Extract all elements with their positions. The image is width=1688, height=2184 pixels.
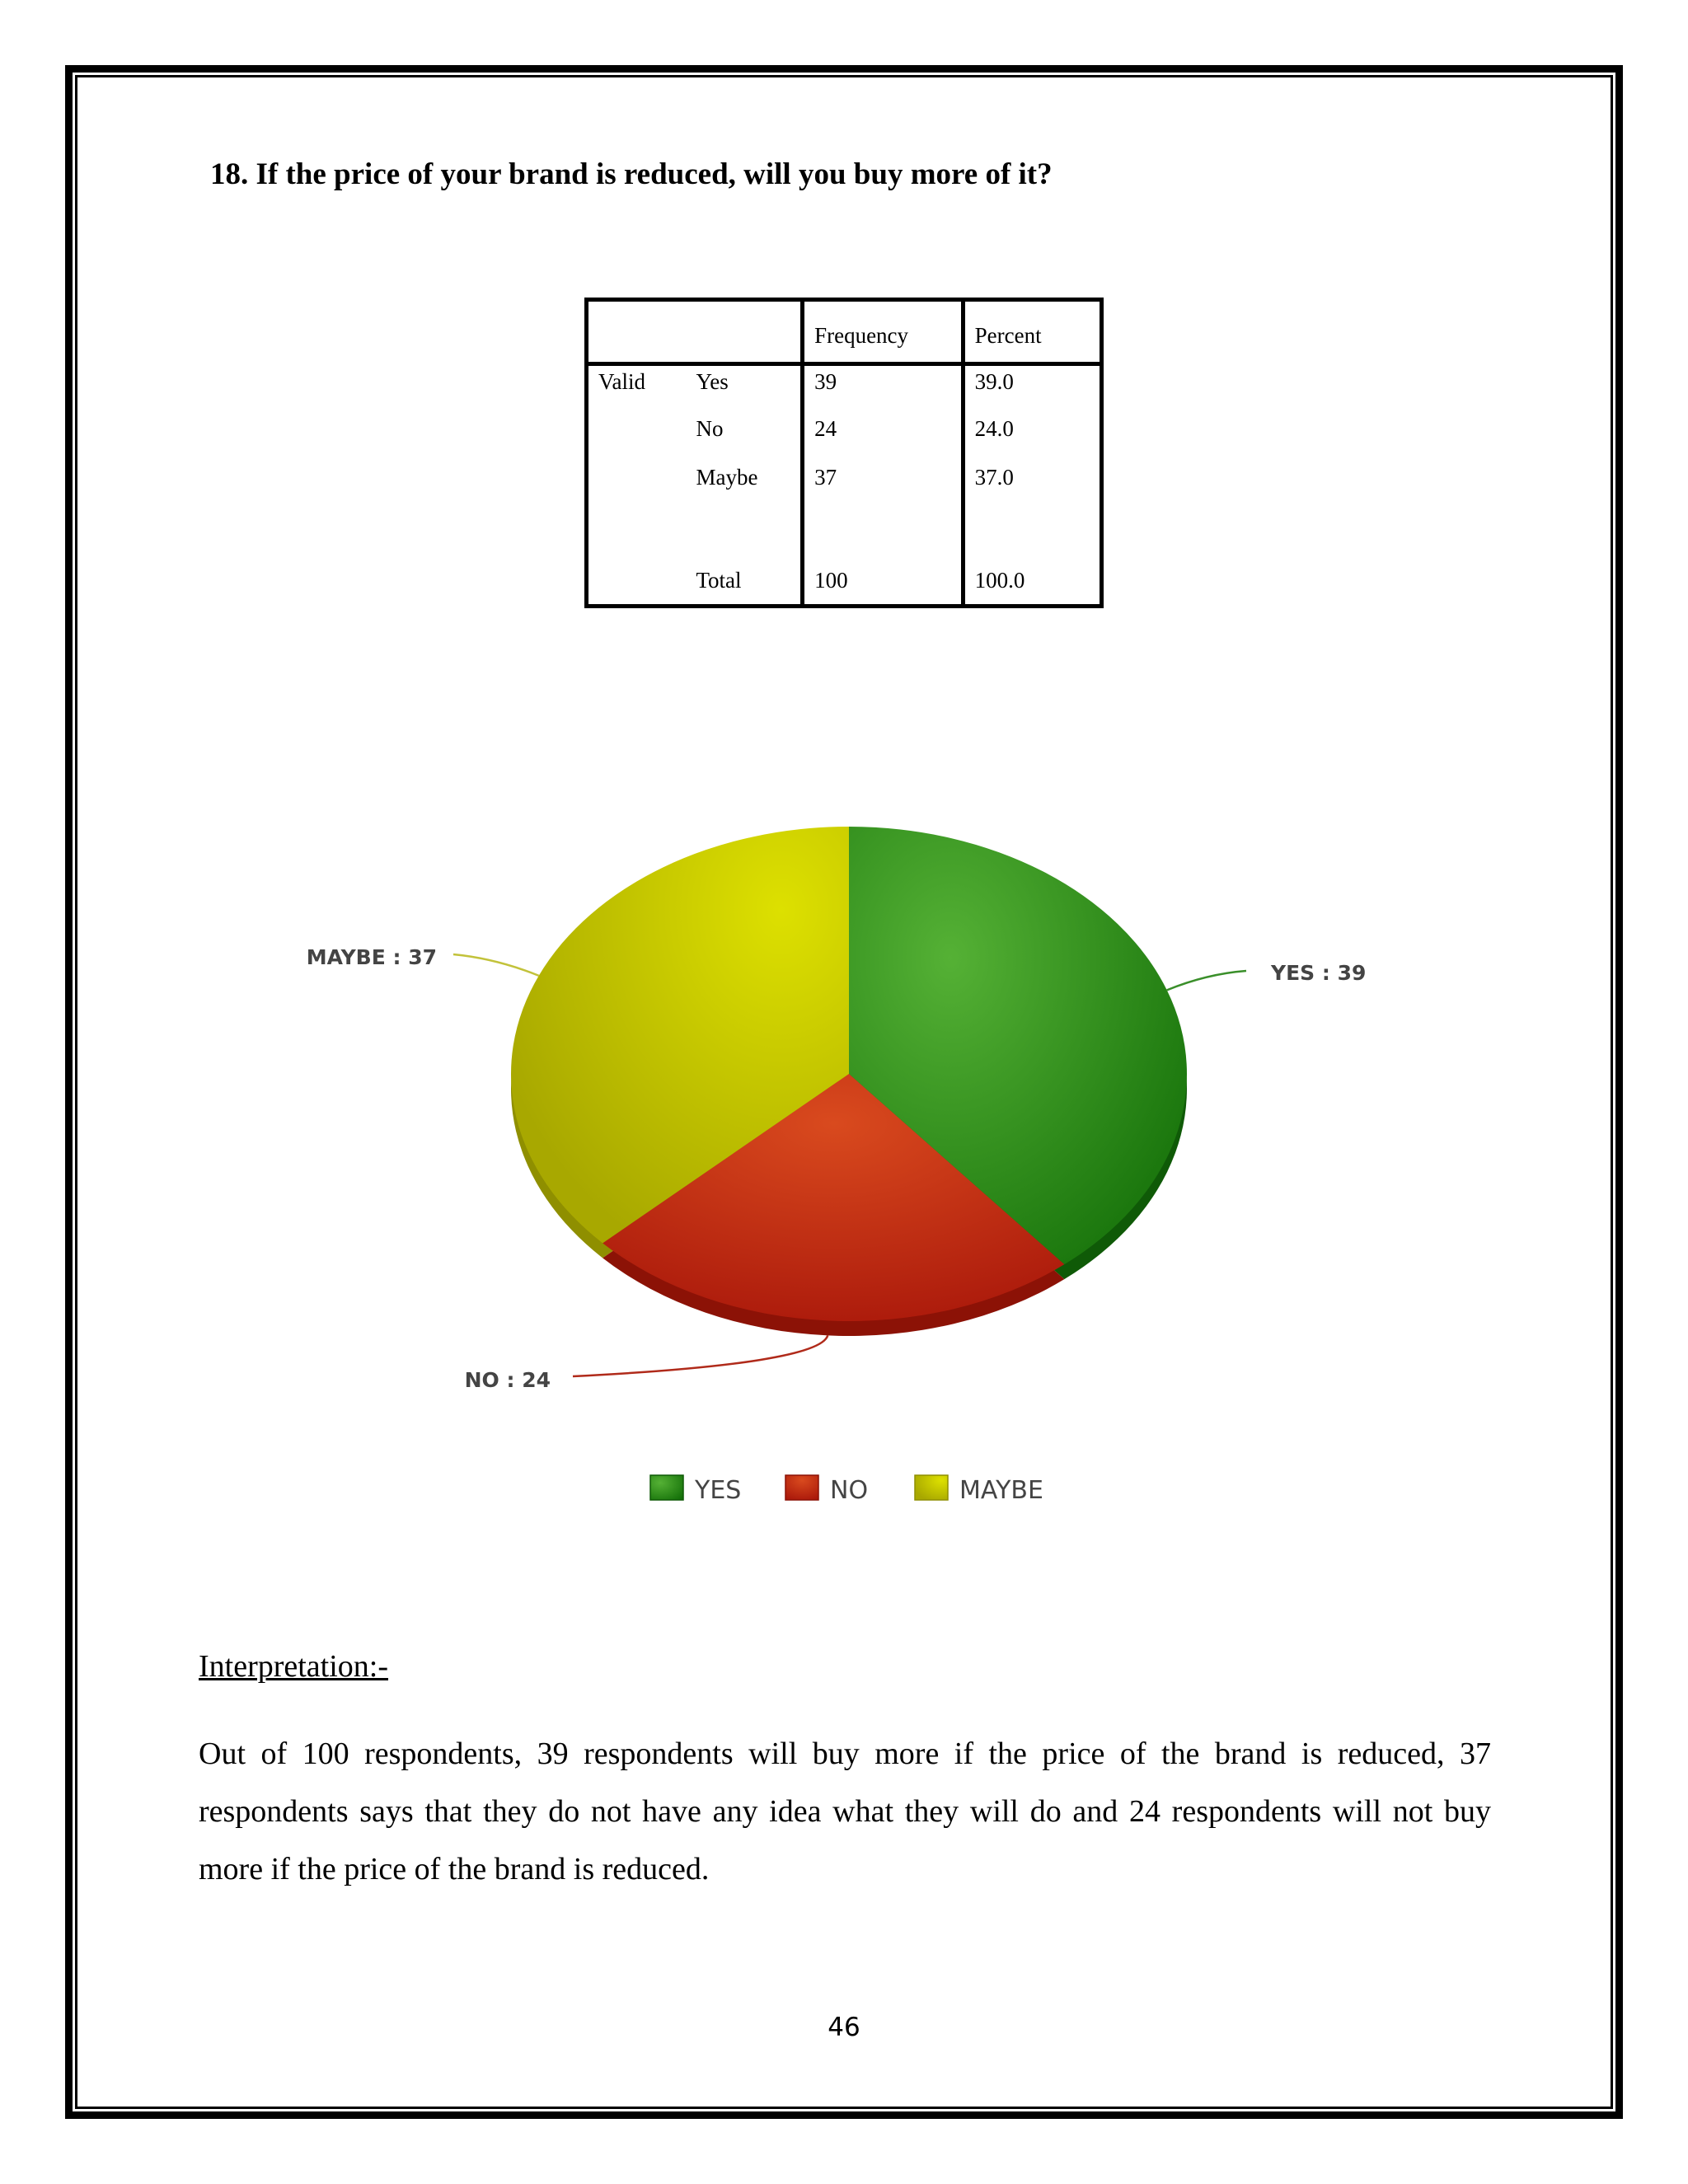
legend-label-maybe: MAYBE	[959, 1476, 1043, 1505]
legend-label-no: NO	[830, 1476, 869, 1505]
total-percent: 100.0	[963, 558, 1101, 607]
row-label: Maybe	[696, 464, 758, 490]
row-label: No	[696, 415, 724, 441]
page-number: 46	[828, 2013, 860, 2042]
leader-line-no	[573, 1335, 828, 1376]
total-frequency: 100	[803, 558, 964, 607]
header-frequency: Frequency	[803, 300, 964, 364]
pie-legend	[650, 1475, 1043, 1505]
interpretation-text: Out of 100 respondents, 39 respondents will buy more if the price of the brand is reduced, 37 respondents says that they do not have any idea what they will do and 24 respondents will not buy more if the price of the brand is reduced.	[199, 1736, 1491, 1886]
question-heading: 18. If the price of your brand is reduced, will you buy more of it?	[210, 157, 1053, 191]
row-frequency: 37	[803, 462, 964, 510]
group-label-valid: Valid	[598, 369, 645, 394]
row-percent: 39.0	[963, 364, 1101, 413]
row-percent: 24.0	[963, 413, 1101, 462]
slice-label-maybe: MAYBE : 37	[306, 945, 437, 969]
legend-label-yes: YES	[695, 1476, 742, 1505]
legend-swatch-maybe	[915, 1475, 948, 1500]
interpretation-heading: Interpretation:-	[199, 1649, 389, 1684]
pie-slices	[511, 827, 1187, 1321]
total-label: Total	[696, 567, 742, 593]
slice-label-yes: YES : 39	[1271, 961, 1367, 985]
leader-line-maybe	[453, 954, 539, 976]
row-frequency: 24	[803, 413, 964, 462]
slice-label-no: NO : 24	[464, 1368, 551, 1392]
leader-line-yes	[1167, 971, 1246, 990]
legend-swatch-no	[785, 1475, 818, 1500]
row-label: Yes	[696, 369, 729, 394]
row-frequency: 39	[803, 364, 964, 413]
legend-swatch-yes	[650, 1475, 683, 1500]
row-percent: 37.0	[963, 462, 1101, 510]
header-percent: Percent	[963, 300, 1101, 364]
